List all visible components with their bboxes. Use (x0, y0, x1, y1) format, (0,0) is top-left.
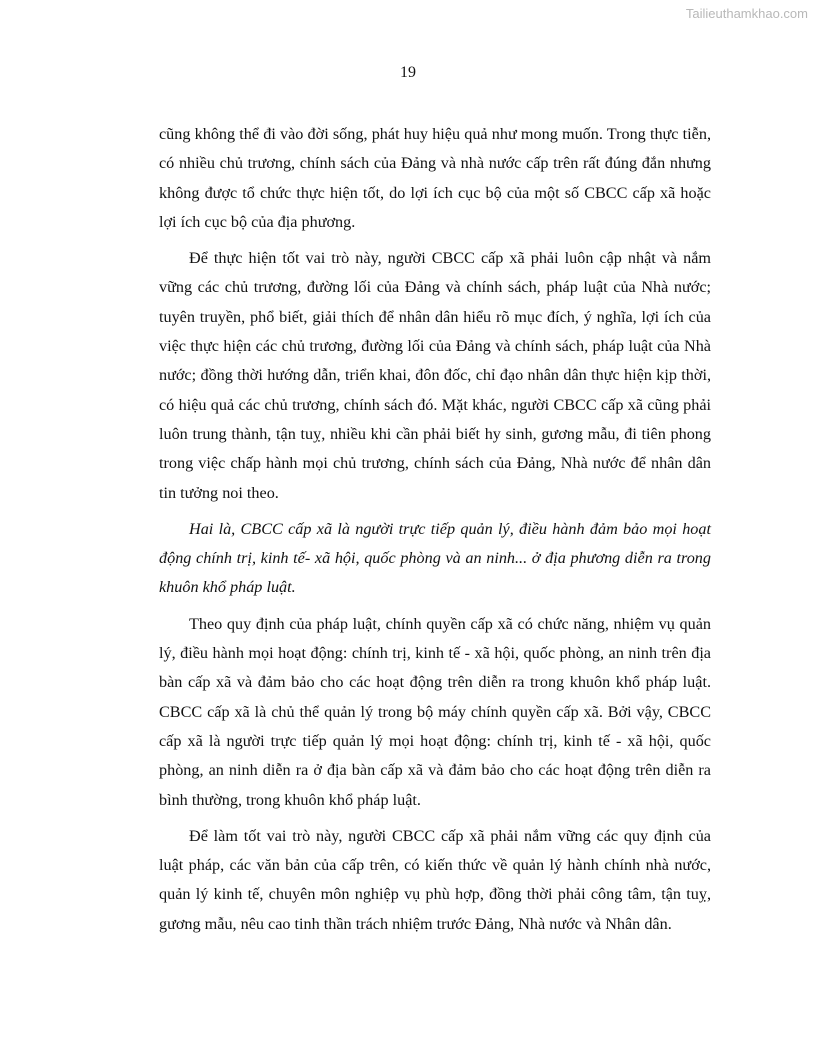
paragraph-requirements: Để làm tốt vai trò này, người CBCC cấp xã phải nắm vững các quy định của luật pháp, các văn bản của cấp trên, có kiến thức về quản lý hành chính nhà nước, quản lý kinh tế, chuyên môn nghiệp vụ phù hợp, đồng thời phải công tâm, tận tuỵ, gương mẫu, nêu cao tinh thần trách nhiệm trước Đảng, Nhà nước và Nhân dân. (159, 826, 711, 933)
paragraph-legal-regulation: Theo quy định của pháp luật, chính quyền cấp xã có chức năng, nhiệm vụ quản lý, điều hành mọi hoạt động: chính trị, kinh tế - xã hội, quốc phòng, an ninh trên địa bàn cấp xã và đảm bảo cho các hoạt động trên diễn ra trong khuôn khổ pháp luật. CBCC cấp xã là chủ thể quản lý trong bộ máy chính quyền cấp xã. Bởi vậy, CBCC cấp xã là người trực tiếp quản lý mọi hoạt động: chính trị, kinh tế - xã hội, quốc phòng, an ninh diễn ra ở địa bàn cấp xã và đảm bảo cho các hoạt động trên diễn ra bình thường, trong khuôn khổ pháp luật. (159, 614, 711, 809)
page-number: 19 (400, 64, 416, 81)
document-body (159, 120, 711, 939)
paragraph-role-implementation: Để thực hiện tốt vai trò này, người CBCC cấp xã phải luôn cập nhật và nắm vững các chủ trương, đường lối của Đảng và chính sách, pháp luật của Nhà nước; tuyên truyền, phổ biết, giải thích để nhân dân hiểu rõ mục đích, ý nghĩa, lợi ích của việc thực hiện các chủ trương, đường lối của Đảng và chính sách, pháp luật của Nhà nước; đồng thời hướng dẫn, triển khai, đôn đốc, chỉ đạo nhân dân thực hiện kịp thời, có hiệu quả các chủ trương, chính sách đó. Mặt khác, người CBCC cấp xã cũng phải luôn trung thành, tận tuỵ, nhiều khi cần phải biết hy sinh, gương mẫu, đi tiên phong trong việc chấp hành mọi chủ trương, chính sách của Đảng, Nhà nước để nhân dân tin tưởng noi theo. (159, 249, 711, 502)
paragraph-second-role-heading: Hai là, CBCC cấp xã là người trực tiếp quản lý, điều hành đảm bảo mọi hoạt động chính trị, kinh tế- xã hội, quốc phòng và an ninh... ở địa phương diễn ra trong khuôn khổ pháp luật. (159, 519, 711, 597)
paragraph-continuation: cũng không thể đi vào đời sống, phát huy hiệu quả như mong muốn. Trong thực tiễn, có nhiều chủ trương, chính sách của Đảng và nhà nước cấp trên rất đúng đắn nhưng không được tổ chức thực hiện tốt, do lợi ích cục bộ của một số CBCC cấp xã hoặc lợi ích cục bộ của địa phương. (159, 125, 711, 231)
watermark-text: Tailieuthamkhao.com (685, 6, 808, 21)
